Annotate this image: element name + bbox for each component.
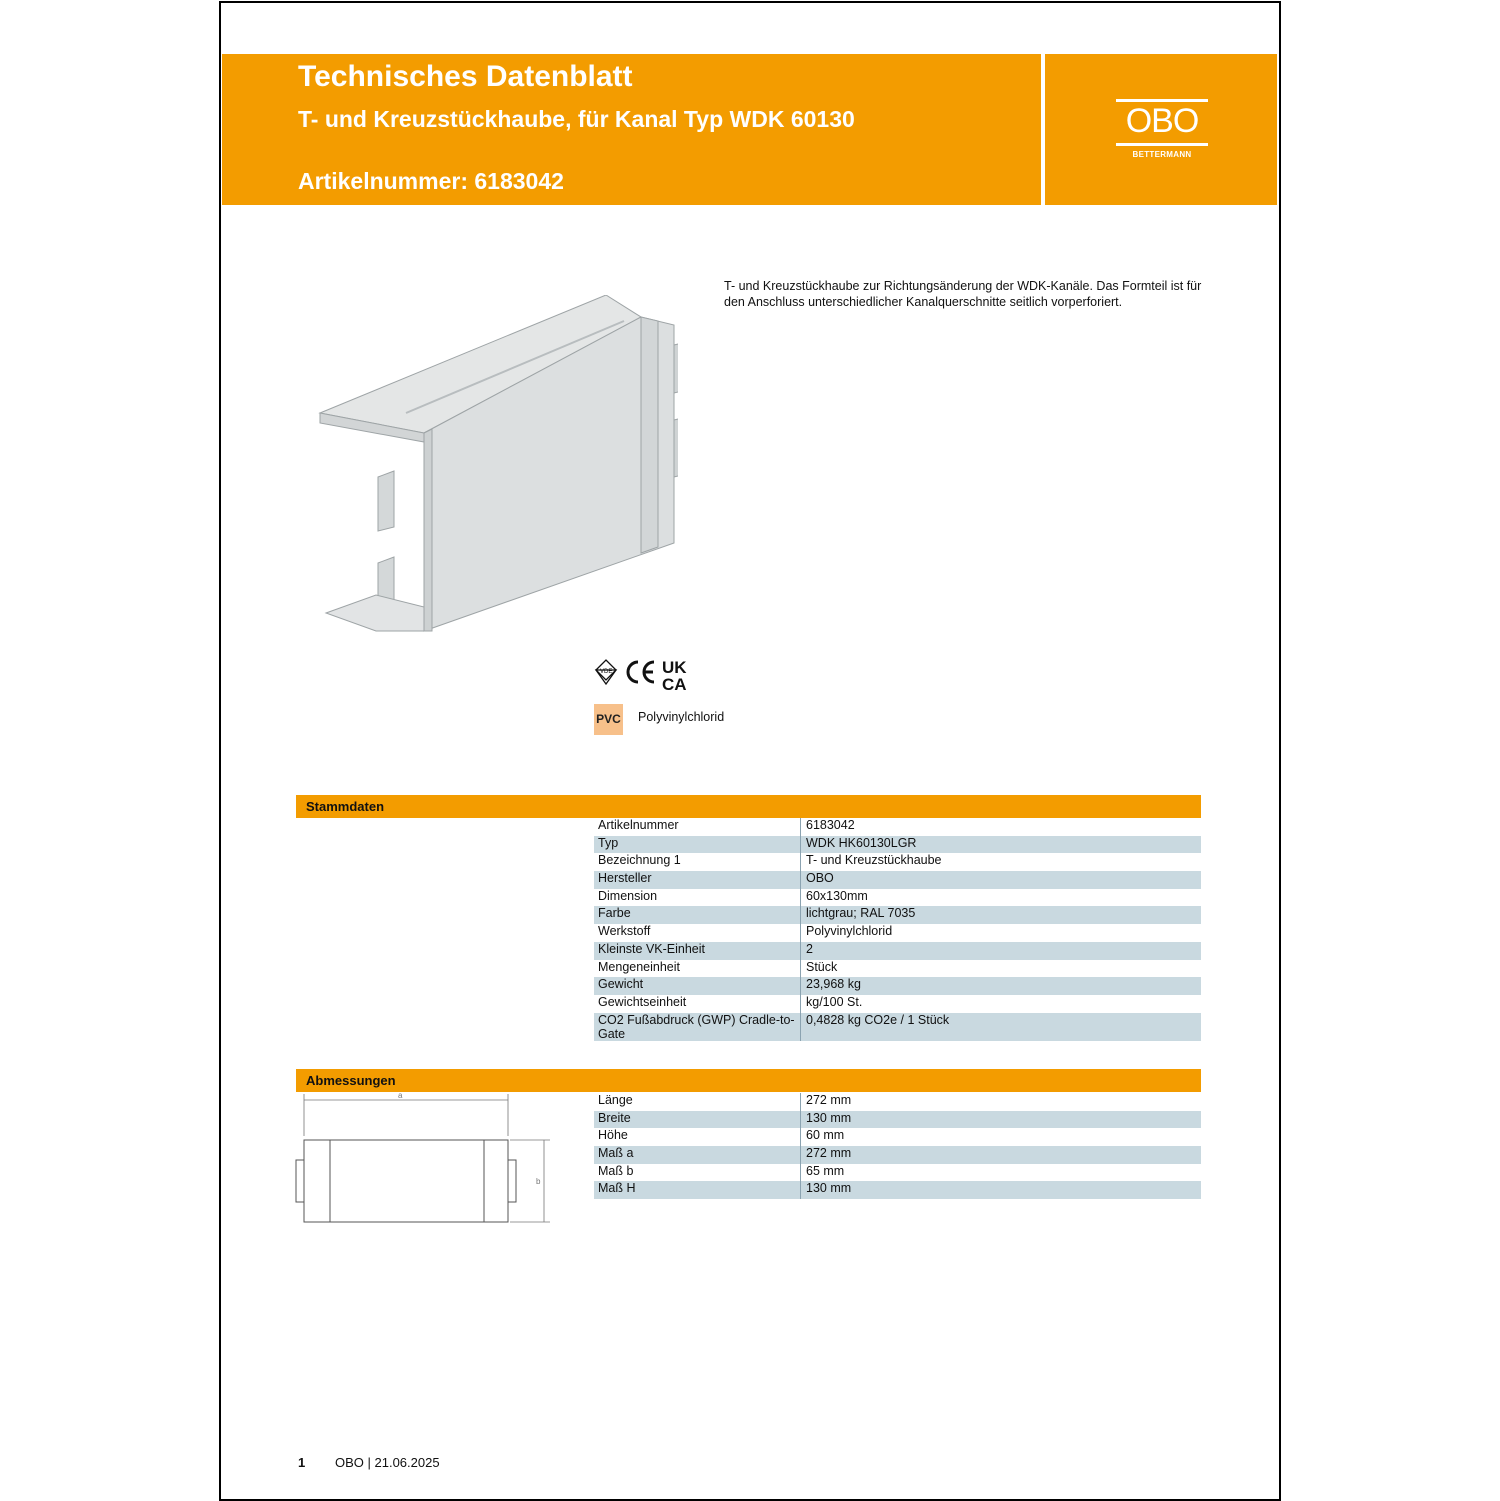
- footer-text: OBO | 21.06.2025: [335, 1455, 440, 1470]
- table-row: [594, 906, 1201, 924]
- table-row: [594, 1128, 1201, 1146]
- row-key: Gewichtseinheit: [594, 995, 801, 1013]
- row-value: 130 mm: [801, 1181, 1202, 1199]
- row-key: Mengeneinheit: [594, 960, 801, 978]
- row-key: Werkstoff: [594, 924, 801, 942]
- footer-page-number: 1: [298, 1455, 306, 1470]
- ce-mark-icon: [628, 662, 654, 682]
- row-value: 130 mm: [801, 1111, 1202, 1129]
- row-key: Hersteller: [594, 871, 801, 889]
- page-title: Technisches Datenblatt: [298, 60, 633, 93]
- table-row: [594, 1013, 1201, 1041]
- table-row: [594, 995, 1201, 1013]
- table-row: [594, 836, 1201, 854]
- product-image: [316, 295, 678, 635]
- row-key: Bezeichnung 1: [594, 853, 801, 871]
- row-value: 60x130mm: [806, 888, 868, 903]
- abmessungen-table: [594, 1093, 1201, 1199]
- ukca-mark-icon: [662, 658, 687, 692]
- row-value: 23,968 kg: [801, 977, 1202, 995]
- row-key: Farbe: [594, 906, 801, 924]
- logo-text: OBO: [1125, 102, 1199, 140]
- section-stammdaten: Stammdaten: [296, 795, 1201, 818]
- section-abmessungen: Abmessungen: [296, 1069, 1201, 1092]
- row-key: Maß H: [594, 1181, 801, 1199]
- vde-icon: [596, 660, 616, 684]
- row-value: Stück: [806, 959, 838, 974]
- row-key: Höhe: [594, 1128, 801, 1146]
- row-value: lichtgrau; RAL 7035: [801, 906, 1202, 924]
- table-row: [594, 889, 1201, 907]
- header-divider: [1041, 54, 1045, 205]
- table-row: [594, 924, 1201, 942]
- page-frame: [219, 1, 1281, 1501]
- certification-icons: [594, 656, 704, 692]
- table-row: [594, 818, 1201, 836]
- row-value: T- und Kreuzstückhaube: [806, 853, 942, 868]
- row-value: 0,4828 kg CO2e / 1 Stück: [801, 1013, 1202, 1041]
- table-row: [594, 942, 1201, 960]
- obo-logo: [1112, 96, 1212, 166]
- row-value: 2: [801, 942, 1202, 960]
- row-value: Polyvinylchlorid: [806, 924, 893, 939]
- row-key: Typ: [594, 836, 801, 854]
- row-key: Maß b: [594, 1164, 801, 1182]
- logo-subtext: BETTERMANN: [1132, 150, 1192, 159]
- product-description: T- und Kreuzstückhaube zur Richtungsänderung der WDK-Kanäle. Das Formteil ist für den Anschluss unterschiedlicher Kanalquerschnitte seitlich vorperforiert.: [724, 279, 1202, 309]
- svg-text:VDE: VDE: [600, 669, 613, 675]
- table-row: [594, 1093, 1201, 1111]
- page-subtitle: T- und Kreuzstückhaube, für Kanal Typ WDK 60130: [298, 106, 855, 132]
- svg-text:CA: CA: [662, 675, 687, 692]
- row-key: CO2 Fußabdruck (GWP) Cradle-to-Gate: [594, 1013, 801, 1041]
- table-row: [594, 960, 1201, 978]
- row-value: kg/100 St.: [806, 994, 863, 1009]
- row-value: 65 mm: [806, 1163, 845, 1178]
- row-key: Breite: [594, 1111, 801, 1129]
- table-row: [594, 853, 1201, 871]
- pvc-badge: PVC: [594, 704, 623, 735]
- row-value: 6183042: [806, 818, 855, 832]
- row-key: Maß a: [594, 1146, 801, 1164]
- table-row: [594, 1181, 1201, 1199]
- table-row: [594, 1111, 1201, 1129]
- svg-text:a: a: [398, 1091, 403, 1100]
- table-row: [594, 1146, 1201, 1164]
- logo-bar-bottom: [1116, 143, 1208, 146]
- table-row: [594, 871, 1201, 889]
- table-row: [594, 1164, 1201, 1182]
- row-key: Länge: [594, 1093, 801, 1111]
- row-value: 60 mm: [806, 1128, 845, 1143]
- article-number-heading: Artikelnummer: 6183042: [298, 168, 564, 194]
- stammdaten-table: [594, 818, 1201, 1041]
- row-key: Kleinste VK-Einheit: [594, 942, 801, 960]
- svg-text:UK: UK: [662, 658, 687, 677]
- dimension-drawing: [294, 1090, 556, 1230]
- row-value: 272 mm: [806, 1093, 852, 1107]
- material-label: Polyvinylchlorid: [638, 710, 725, 724]
- row-value: WDK HK60130LGR: [801, 836, 1202, 854]
- table-row: [594, 977, 1201, 995]
- row-key: Dimension: [594, 889, 801, 907]
- row-key: Artikelnummer: [594, 818, 801, 836]
- row-key: Gewicht: [594, 977, 801, 995]
- svg-text:b: b: [536, 1177, 541, 1186]
- row-value: 272 mm: [801, 1146, 1202, 1164]
- row-value: OBO: [801, 871, 1202, 889]
